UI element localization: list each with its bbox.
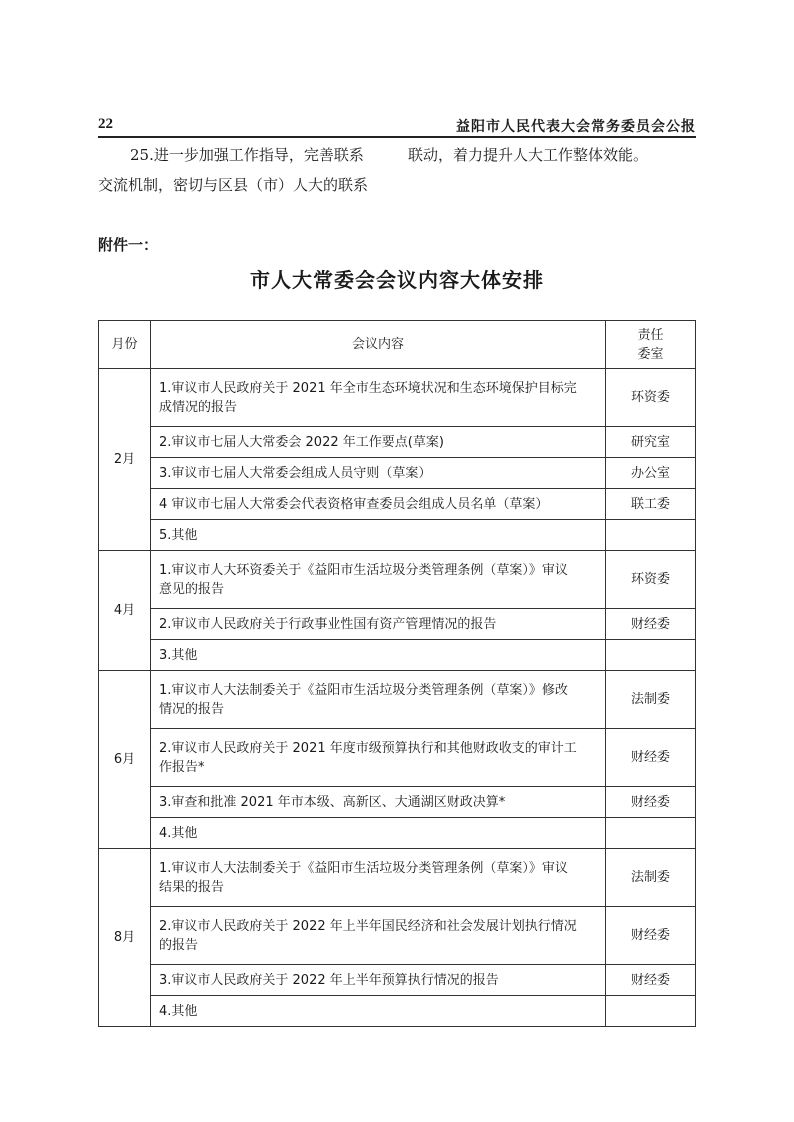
content-cell [151,427,606,458]
intro-line1-right: 联动，着力提升人大工作整体效能。 [408,146,649,164]
content-cell [151,907,606,965]
content-cell [151,996,606,1027]
content-line1: 5.其他 [159,527,198,543]
document-title: 市人大常委会会议内容大体安排 [250,268,544,292]
content-cell [151,849,606,907]
content-line1: 1.审议市人大法制委关于《益阳市生活垃圾分类管理条例（草案）》审议 [159,860,568,876]
responsible-committee-cell: 财经委 [606,609,696,640]
content-line2: 的报告 [159,937,199,953]
content-cell [151,640,606,671]
header-resp-line1: 责任 [637,327,664,343]
content-line1: 2.审议市人民政府关于 2022 年上半年国民经济和社会发展计划执行情况 [159,918,577,934]
responsible-committee-cell: 财经委 [606,907,696,965]
content-line1: 4.其他 [159,1003,198,1019]
table-row [99,787,696,818]
content-line1: 2.审议市人民政府关于 2021 年度市级预算执行和其他财政收支的审计工 [159,740,577,756]
page-number: 22 [98,116,113,132]
month-cell: 8月 [99,849,151,1027]
table-row [99,996,696,1027]
header-month: 月份 [99,321,151,369]
responsible-committee-cell: 研究室 [606,427,696,458]
table-row [99,427,696,458]
content-line1: 1.审议市人大环资委关于《益阳市生活垃圾分类管理条例（草案）》审议 [159,562,568,578]
table-row [99,489,696,520]
responsible-committee-cell [606,640,696,671]
table-row [99,520,696,551]
table-row [99,849,696,907]
content-cell [151,729,606,787]
header-resp-line2: 委室 [637,346,664,362]
content-cell [151,551,606,609]
content-line1: 1.审议市人大法制委关于《益阳市生活垃圾分类管理条例（草案）》修改 [159,682,568,698]
responsible-committee-cell: 财经委 [606,729,696,787]
content-line1: 3.审查和批准 2021 年市本级、高新区、大通湖区财政决算* [159,794,506,810]
responsible-committee-cell: 法制委 [606,849,696,907]
table-row [99,551,696,609]
content-cell [151,369,606,427]
content-line2: 情况的报告 [159,701,225,717]
content-line1: 2.审议市七届人大常委会 2022 年工作要点(草案) [159,434,444,450]
table-row [99,965,696,996]
header-content: 会议内容 [151,321,606,369]
content-line2: 结果的报告 [159,879,225,895]
responsible-committee-cell: 环资委 [606,551,696,609]
responsible-committee-cell: 环资委 [606,369,696,427]
content-line1: 3.审议市人民政府关于 2022 年上半年预算执行情况的报告 [159,972,499,988]
month-cell: 2月 [99,369,151,551]
content-cell [151,671,606,729]
content-line2: 作报告* [159,759,205,775]
responsible-committee-cell: 财经委 [606,787,696,818]
page-header [98,112,696,138]
content-cell [151,609,606,640]
intro-line1-left: 25.进一步加强工作指导，完善联系 [130,146,364,164]
meeting-schedule-table [98,320,696,1027]
content-line1: 3.审议市七届人大常委会组成人员守则（草案） [159,465,432,481]
intro-line2: 交流机制，密切与区县（市）人大的联系 [98,176,369,194]
content-cell [151,458,606,489]
table-row [99,458,696,489]
responsible-committee-cell: 财经委 [606,965,696,996]
content-cell [151,818,606,849]
responsible-committee-cell: 联工委 [606,489,696,520]
table-row [99,609,696,640]
attachment-label: 附件一： [98,236,159,254]
table-row [99,671,696,729]
table-header-row [99,321,696,369]
content-line2: 成情况的报告 [159,399,238,415]
header-responsible [606,321,696,369]
content-line1: 3.其他 [159,647,198,663]
responsible-committee-cell [606,520,696,551]
month-cell: 4月 [99,551,151,671]
content-cell [151,965,606,996]
table-row [99,369,696,427]
journal-title: 益阳市人民代表大会常务委员会公报 [456,119,696,135]
month-cell: 6月 [99,671,151,849]
content-line1: 4 审议市七届人大常委会代表资格审查委员会组成人员名单（草案） [159,496,549,512]
responsible-committee-cell [606,818,696,849]
content-line1: 1.审议市人民政府关于 2021 年全市生态环境状况和生态环境保护目标完 [159,380,577,396]
content-line1: 2.审议市人民政府关于行政事业性国有资产管理情况的报告 [159,616,497,632]
responsible-committee-cell: 办公室 [606,458,696,489]
content-line2: 意见的报告 [159,581,225,597]
responsible-committee-cell: 法制委 [606,671,696,729]
table-row [99,907,696,965]
content-cell [151,787,606,818]
responsible-committee-cell [606,996,696,1027]
content-line1: 4.其他 [159,825,198,841]
table-row [99,640,696,671]
table-row [99,818,696,849]
content-cell [151,520,606,551]
table-row [99,729,696,787]
content-cell [151,489,606,520]
